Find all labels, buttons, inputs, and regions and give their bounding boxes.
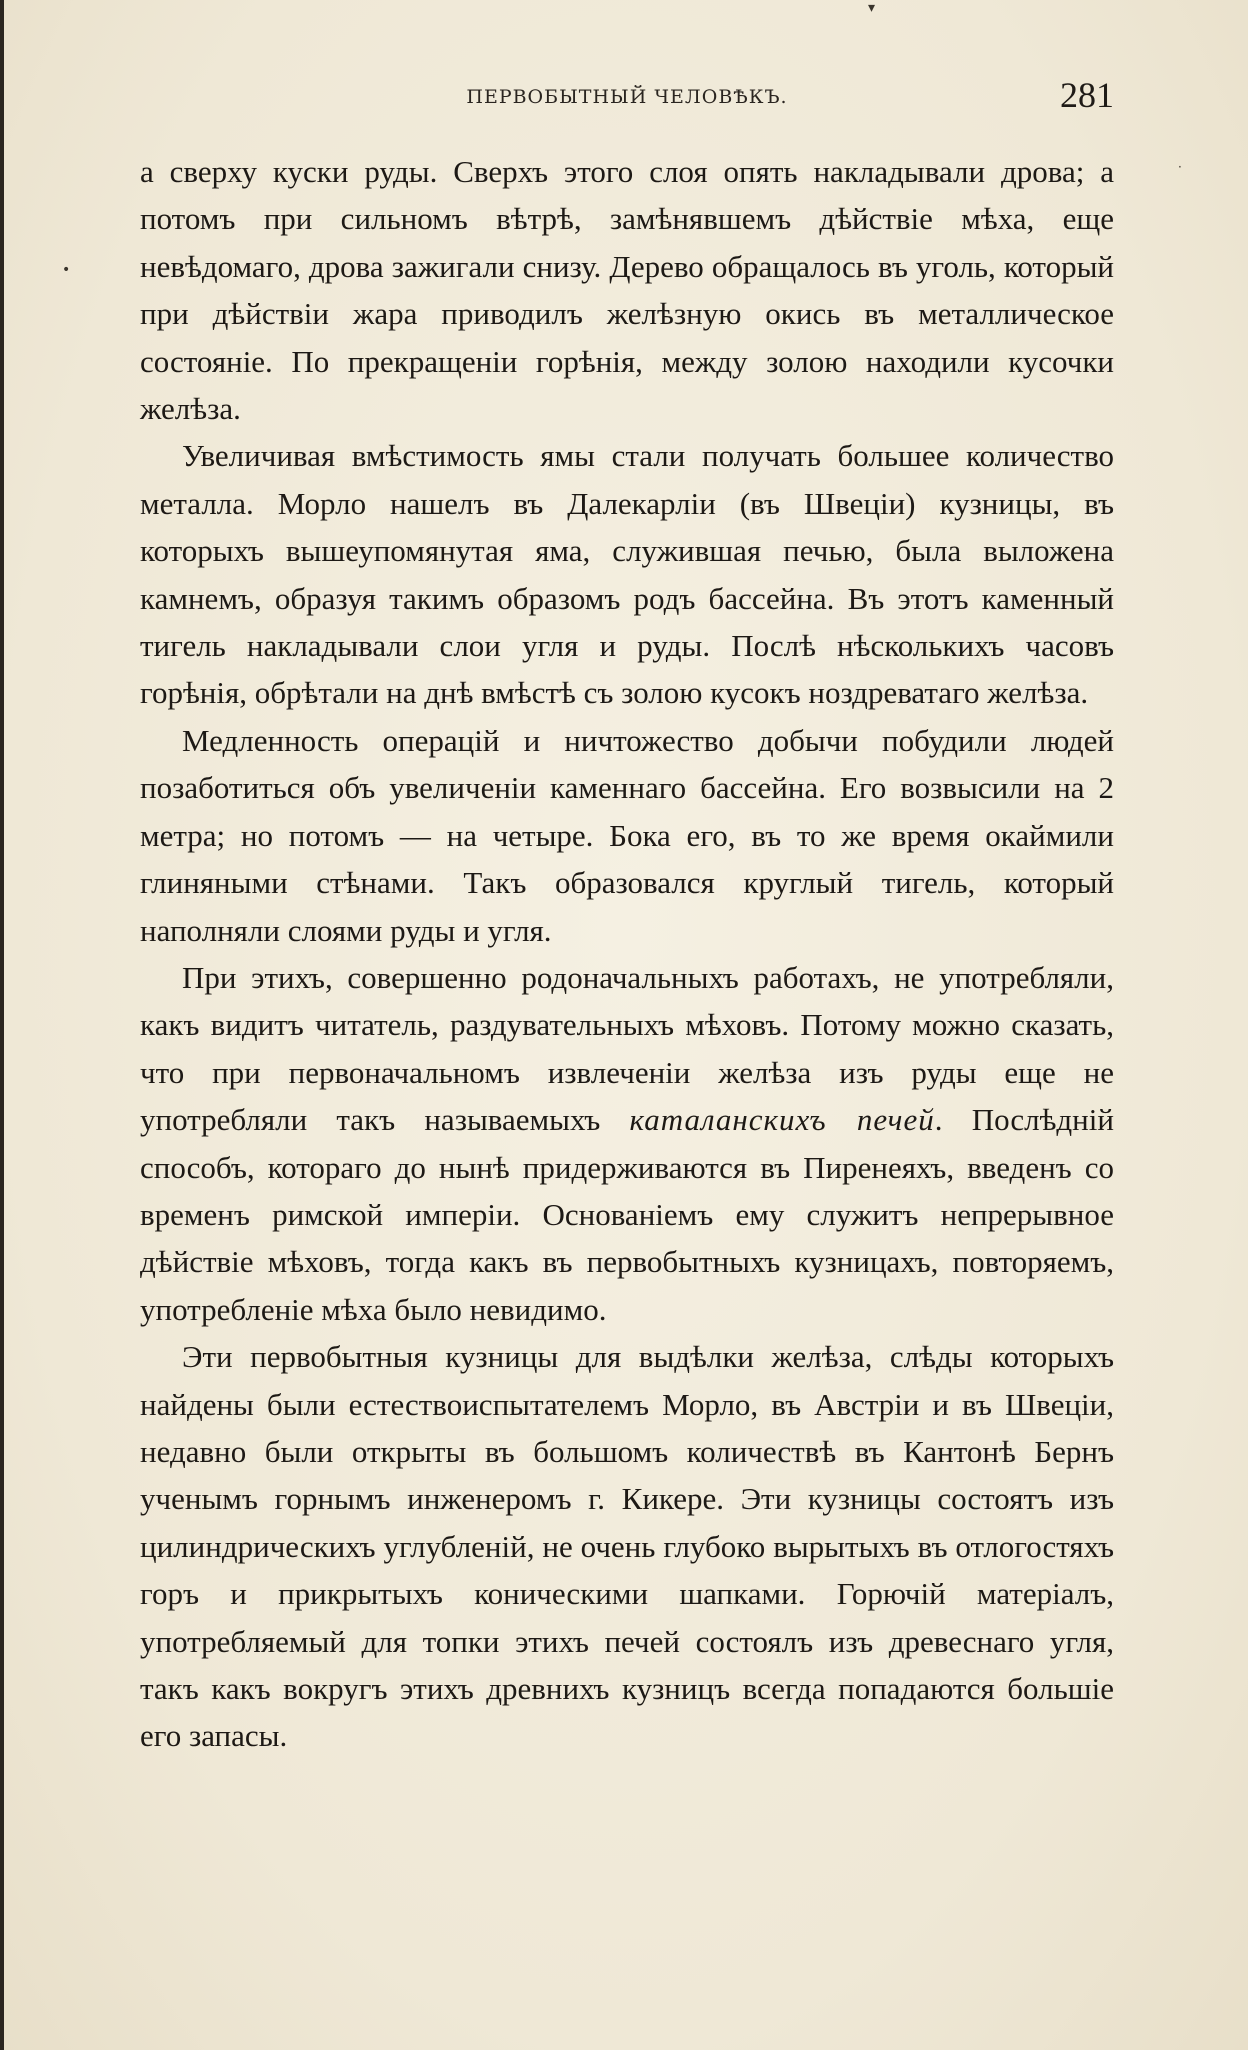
print-speck: • (62, 262, 71, 278)
running-head: ПЕРВОБЫТНЫЙ ЧЕЛОВѢКЪ. (466, 86, 788, 108)
paragraph: Медленность операцій и ничтожество добычи побудили людей позаботиться объ увеличеніи каменнаго бассейна. Его возвысили на 2 метра; но потомъ — на четыре. Бока его, въ то же время окаймили глиняными стѣнами. Такъ образовался круглый тигель, который наполняли слоями руды и угля. (140, 722, 1114, 948)
paragraph (140, 954, 1114, 1333)
paragraph: а сверху куски руды. Сверхъ этого слоя опять накладывали дрова; а потомъ при сильномъ вѣтрѣ, замѣнявшемъ дѣйствіе мѣха, еще невѣдомаго, дрова зажигали снизу. Дерево обращалось въ уголь, который при дѣйствіи жара приводилъ желѣзную окись въ металлическое состояніе. По прекращеніи горѣнія, между золою находили кусочки желѣза. (140, 154, 1114, 427)
paragraph: Эти первобытныя кузницы для выдѣлки желѣза, слѣды которыхъ найдены были естествоиспытателемъ Морло, въ Австріи и въ Швеціи, недавно были открыты въ большомъ количествѣ въ Кантонѣ Бернъ ученымъ горнымъ инженеромъ г. Кикере. Эти кузницы состоятъ изъ цилиндрическихъ углубленій, не очень глубоко вырытыхъ въ отлогостяхъ горъ и прикрытыхъ коническими шапками. Горючій матеріалъ, употребляемый для топки этихъ печей состоялъ изъ древеснаго угля, такъ какъ вокругъ этихъ древнихъ кузницъ всегда попадаются большіе его запасы. (140, 1339, 1114, 1754)
page-header (140, 72, 1114, 122)
page-binding-edge (0, 0, 4, 2050)
print-speck: · (1178, 160, 1182, 174)
paragraph-text: При этихъ, совершенно родоначальныхъ работахъ, не употребляли, какъ видитъ читатель, раздувательныхъ мѣховъ. Потому можно сказать, что при первоначальномъ извлеченіи желѣза изъ руды еще не употребляли такъ называемыхъ (140, 959, 1114, 1138)
page-number: 281 (1060, 75, 1114, 115)
body-text (140, 148, 1114, 1760)
print-speck: ▾ (868, 0, 876, 16)
paragraph-text: . Послѣдній способъ, котораго до нынѣ придерживаются въ Пиренеяхъ, введенъ со временъ римской имперіи. Основаніемъ ему служитъ непрерывное дѣйствіе мѣховъ, тогда какъ въ первобытныхъ кузницахъ, повторяемъ, употребленіе мѣха было невидимо. (140, 1102, 1114, 1327)
paragraph: Увеличивая вмѣстимость ямы стали получать большее количество металла. Морло нашелъ въ Далекарліи (въ Швеціи) кузницы, въ которыхъ вышеупомянутая яма, служившая печью, была выложена камнемъ, образуя такимъ образомъ родъ бассейна. Въ этотъ каменный тигель накладывали слои угля и руды. Послѣ нѣсколькихъ часовъ горѣнія, обрѣтали на днѣ вмѣстѣ съ золою кусокъ ноздреватаго желѣза. (140, 438, 1114, 711)
emphasized-term: каталанскихъ печей (629, 1102, 935, 1138)
